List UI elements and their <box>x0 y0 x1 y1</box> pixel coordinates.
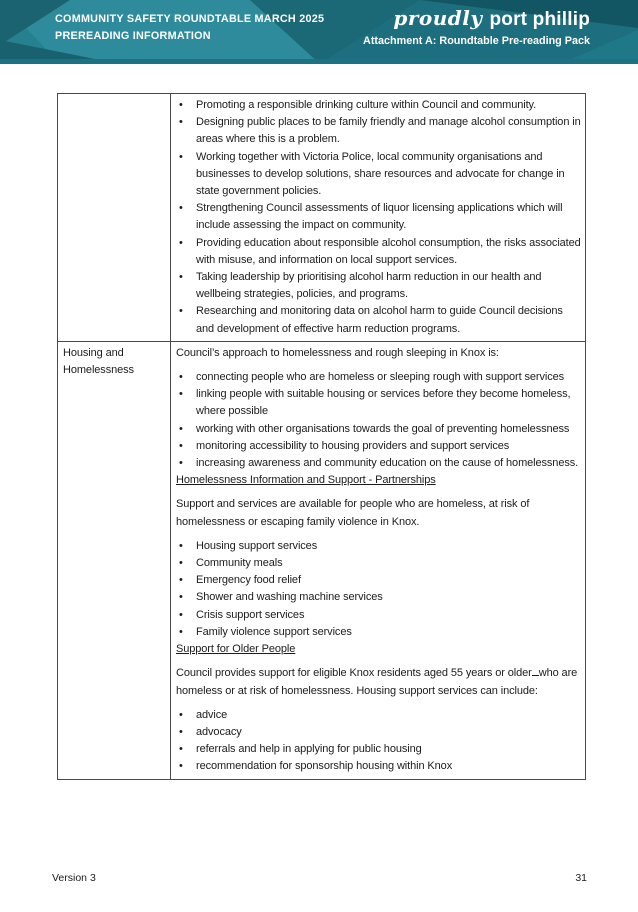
bullet-dot: • <box>179 743 183 756</box>
bullet-item <box>176 538 582 555</box>
bullet-dot: • <box>179 760 183 773</box>
bullet-dot: • <box>179 388 183 401</box>
bullet-list <box>176 97 582 338</box>
bullet-item <box>176 369 582 386</box>
bullet-dot: • <box>179 305 183 318</box>
bullet-text: Crisis support services <box>196 608 305 621</box>
paragraph: Council’s approach to homelessness and rough sleeping in Knox is: <box>176 346 499 359</box>
bullet-item <box>176 455 582 472</box>
bullet-item <box>176 386 582 420</box>
bullet-dot: • <box>179 557 183 570</box>
bullet-dot: • <box>179 150 183 163</box>
bullet-item <box>176 607 582 624</box>
bullet-text: Researching and monitoring data on alcohol harm to guide Council decisions and development of effective harm reduction programs. <box>196 305 563 335</box>
bullet-text: Providing education about responsible alcohol consumption, the risks associated with misuse, and information on local support services. <box>196 236 581 266</box>
bullet-dot: • <box>179 608 183 621</box>
banner-content <box>0 0 638 64</box>
table-row <box>58 341 586 779</box>
bullet-dot: • <box>179 271 183 284</box>
bullet-dot: • <box>179 708 183 721</box>
bullet-item <box>176 741 582 758</box>
header-title-line1: COMMUNITY SAFETY ROUNDTABLE MARCH 2025 <box>55 13 325 25</box>
bullet-dot: • <box>179 457 183 470</box>
header-right <box>363 6 590 47</box>
paragraph-text: who are homeless or at risk of homelessness. Housing support services can include: <box>176 667 578 697</box>
bullet-text: advocacy <box>196 725 242 738</box>
bullet-dot: • <box>179 236 183 249</box>
header-title <box>55 11 324 45</box>
bullet-text: Shower and washing machine services <box>196 591 383 604</box>
bullet-item <box>176 589 582 606</box>
bullet-text: working with other organisations towards the goal of preventing homelessness <box>196 422 570 435</box>
bullet-list <box>176 707 582 776</box>
bullet-text: Community meals <box>196 557 283 570</box>
bullet-item <box>176 438 582 455</box>
row-label: Housing and Homelessness <box>63 346 134 377</box>
bullet-item <box>176 572 582 589</box>
bullet-dot: • <box>179 202 183 215</box>
bullet-item <box>176 269 582 303</box>
bullet-text: monitoring accessibility to housing providers and support services <box>196 439 510 452</box>
row-content-cell <box>171 94 586 342</box>
version-label: Version 3 <box>52 872 96 884</box>
bullet-item <box>176 758 582 775</box>
bullet-dot: • <box>179 539 183 552</box>
bullet-item <box>176 303 582 337</box>
row-label-cell <box>58 94 171 342</box>
bullet-dot: • <box>179 591 183 604</box>
bullet-item <box>176 724 582 741</box>
paragraph: Support and services are available for people who are homeless, at risk of homelessness or escaping family violence in Knox. <box>176 498 530 528</box>
bullet-dot: • <box>179 99 183 111</box>
bullet-text: Promoting a responsible drinking culture within Council and community. <box>196 99 537 111</box>
underline-mark <box>532 667 539 676</box>
bullet-text: Housing support services <box>196 539 318 552</box>
bullet-item <box>176 97 582 114</box>
attachment-label: Attachment A: Roundtable Pre-reading Pack <box>363 35 590 47</box>
bullet-item <box>176 555 582 572</box>
section-heading: Support for Older People <box>176 643 296 656</box>
bullet-dot: • <box>179 439 183 452</box>
bullet-text: increasing awareness and community education on the cause of homelessness. <box>196 457 579 470</box>
page-footer <box>52 871 587 885</box>
bullet-dot: • <box>179 725 183 738</box>
logo-bold-text: port phillip <box>489 9 590 30</box>
bullet-item <box>176 235 582 269</box>
bullet-text: advice <box>196 708 228 721</box>
bullet-text: Taking leadership by prioritising alcohol harm reduction in our health and wellbeing strategies, policies, and programs. <box>196 271 542 301</box>
bullet-text: Working together with Victoria Police, local community organisations and businesses to develop solutions, share resources and advocate for change in state government policies. <box>196 150 565 198</box>
bullet-item <box>176 624 582 641</box>
row-label-cell <box>58 341 171 779</box>
page-content <box>57 93 585 780</box>
bullet-text: Designing public places to be family friendly and manage alcohol consumption in areas where this is a problem. <box>196 116 581 146</box>
table-row <box>58 94 586 342</box>
bullet-text: referrals and help in applying for public housing <box>196 743 422 756</box>
bullet-dot: • <box>179 422 183 435</box>
bullet-item <box>176 421 582 438</box>
bullet-dot: • <box>179 625 183 638</box>
bullet-item <box>176 200 582 234</box>
bullet-text: Emergency food relief <box>196 574 301 587</box>
bullet-dot: • <box>179 371 183 384</box>
page-number: 31 <box>575 872 587 884</box>
bullet-item <box>176 114 582 148</box>
port-phillip-logo <box>363 6 590 31</box>
header-banner <box>0 0 638 64</box>
bullet-text: Strengthening Council assessments of liquor licensing applications which will include assessing the impact on community. <box>196 202 563 232</box>
bullet-text: linking people with suitable housing or services before they become homeless, where possible <box>196 388 571 418</box>
bullet-dot: • <box>179 574 183 587</box>
bullet-text: Family violence support services <box>196 625 352 638</box>
header-title-line2: PREREADING INFORMATION <box>55 30 211 42</box>
bullet-list <box>176 369 582 472</box>
bullet-text: recommendation for sponsorship housing within Knox <box>196 760 453 773</box>
bullet-item <box>176 149 582 201</box>
bullet-list <box>176 538 582 641</box>
paragraph-text: Council provides support for eligible Knox residents aged 55 years or older <box>176 667 532 680</box>
section-heading: Homelessness Information and Support - Partnerships <box>176 474 436 487</box>
paragraph <box>176 665 582 699</box>
info-table <box>57 93 586 780</box>
bullet-text: connecting people who are homeless or sleeping rough with support services <box>196 371 565 384</box>
row-content-cell <box>171 341 586 779</box>
bullet-dot: • <box>179 116 183 129</box>
bullet-item <box>176 707 582 724</box>
logo-script-text: proudly <box>393 6 483 30</box>
